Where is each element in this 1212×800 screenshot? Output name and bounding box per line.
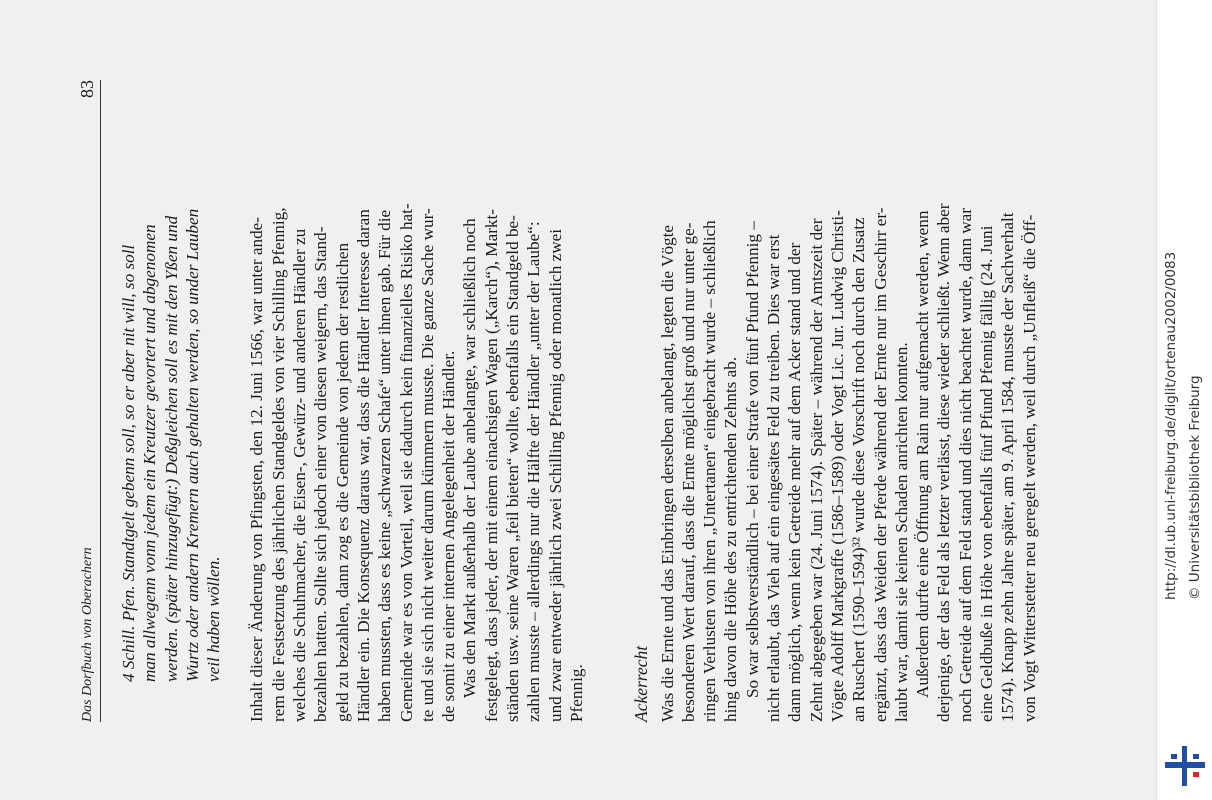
text-line: de somit zu einer internen Angelegenheit der Händler. bbox=[439, 350, 459, 722]
quote-line: 4 Schill. Pfen. Standtgelt gebenn soll, so er aber nit will, so soll bbox=[119, 244, 138, 682]
library-logo-icon bbox=[1163, 742, 1207, 788]
text-line: besonderen Wert darauf, dass die Ernte möglichst groß und nur unter ge- bbox=[678, 222, 698, 722]
paragraph-1 bbox=[246, 80, 459, 722]
text-line: geld zu bezahlen, dann zog es die Gemeinde von jedem der restlichen bbox=[332, 242, 352, 722]
text-line: haben mussten, dass es keine „schwarzen Schafe“ unter ihnen gab. Für die bbox=[375, 209, 395, 722]
quote-line: werden. (später hinzugefügt:) Deßgleichen soll es mit den Yßen und bbox=[161, 215, 181, 682]
text-line: Pfennig. bbox=[566, 664, 586, 722]
section-heading: Ackerrecht bbox=[631, 645, 652, 722]
text-line: derjenige, der das Feld als letzter verlässt, diese wieder schließt. Wenn aber bbox=[934, 203, 954, 722]
text-line: ständen usw. seine Waren „feil bieten“ wollte, ebenfalls ein Standgeld be- bbox=[503, 215, 523, 722]
page-number: 83 bbox=[77, 80, 97, 98]
text-line: zahlen musste – allerdings nur die Hälfte der Händler „unter der Laube“: bbox=[524, 221, 544, 722]
historical-quote bbox=[118, 80, 224, 722]
text-line: Gemeinde war es von Vorteil, weil sie dadurch kein finanzielles Risiko hat- bbox=[396, 203, 416, 722]
running-title: Das Dorfbuch von Oberachern bbox=[80, 547, 95, 722]
text-line: Händler ein. Die Konsequenz daraus war, dass die Händler Interesse daran bbox=[353, 209, 373, 722]
text-line: Vögte Adolff Markgraffe (1586–1589) oder Vogt Lic. Jur. Ludwig Christi- bbox=[827, 210, 847, 722]
page-header bbox=[70, 80, 101, 722]
text-line: von Vogt Witterstetter neu geregelt werden, weil durch „Unfleiß“ die Öff- bbox=[1019, 214, 1039, 722]
library-credits bbox=[1157, 0, 1212, 800]
paragraph-2 bbox=[459, 80, 587, 722]
text-line: ringen Verlusten von ihren „Untertanen“ eingebracht wurde – schließlich bbox=[700, 220, 720, 722]
text-line: Was die Ernte und das Einbringen derselben anbelangt, legten die Vögte bbox=[657, 224, 677, 722]
paragraph-4 bbox=[742, 80, 912, 722]
text-line: Zehnt abgegeben war (24. Juni 1574). Später – während der Amtszeit der bbox=[806, 218, 826, 722]
copyright-notice: © Universitätsbibliothek Freiburg bbox=[1187, 375, 1203, 600]
paragraph-5 bbox=[912, 80, 1040, 722]
text-line: festgelegt, dass jeder, der mit einem einachsigen Wagen („Karch“), Markt- bbox=[481, 208, 501, 722]
text-line: noch Getreide auf dem Feld stand und dies nicht beachtet wurde, dann war bbox=[955, 207, 975, 722]
paragraph-3 bbox=[657, 80, 742, 722]
permalink[interactable]: http://dl.ub.uni-freiburg.de/diglit/ortenau2002/0083 bbox=[1163, 251, 1179, 600]
text-line: und zwar entweder jährlich zwei Schilling Pfennig oder monatlich zwei bbox=[545, 228, 565, 722]
text-line: eine Geldbuße in Höhe von ebenfalls fünf Pfund Pfennig fällig (24. Juni bbox=[976, 225, 996, 722]
text-line: So war selbstverständlich – bei einer Strafe von fünf Pfund Pfennig – bbox=[742, 221, 762, 698]
quote-line: veil haben wöllen. bbox=[204, 556, 224, 682]
text-line: dann möglich, wenn kein Getreide mehr auf dem Acker stand und der bbox=[785, 242, 805, 722]
text-line: hing davon die Höhe des zu entrichtenden Zehnts ab. bbox=[721, 356, 741, 722]
text-line: bezahlen hatten. Sollte sich jedoch einer von diesen weigern, das Stand- bbox=[311, 226, 331, 722]
text-line: rem die Festsetzung des jährlichen Standgeldes von vier Schilling Pfennig, bbox=[268, 207, 288, 722]
text-line: Was den Markt außerhalb der Laube anbelangte, war schließlich noch bbox=[460, 218, 480, 698]
body-text bbox=[108, 80, 1040, 722]
text-line: te und sie sich nicht weiter darum kümmern musste. Die ganze Sache wur- bbox=[417, 208, 437, 722]
text-line: welches die Schuhmacher, die Eisen-, Gewürz- und anderen Händler zu bbox=[290, 228, 310, 722]
text-line: ergänzt, dass das Weiden der Pferde während der Ernte nur im Geschirr er- bbox=[870, 207, 890, 722]
text-line: an Ruschert (1590–1594)³² wurde diese Vorschrift noch durch den Zusatz bbox=[849, 217, 869, 722]
text-line: 1574). Knapp zehn Jahre später, am 9. April 1584, musste der Sachverhalt bbox=[998, 212, 1018, 722]
quote-line: Wurtz oder andern Kremern auch gehalten werden, so under Lauben bbox=[182, 208, 202, 682]
text-line: Inhalt dieser Änderung von Pfingsten, den 12. Juni 1566, war unter ande- bbox=[247, 216, 267, 722]
quote-line: man allwegenn vonn jedem ein Kreutzer gevortert und abgenomen bbox=[140, 224, 160, 682]
text-line: laubt war, damit sie keinen Schaden anrichten konnten. bbox=[891, 342, 911, 722]
text-line: Außerdem durfte eine Öffnung am Rain nur aufgemacht werden, wenn bbox=[913, 210, 933, 698]
text-line: nicht erlaubt, das Vieh auf ein eingesätes Feld zu treiben. Dies war erst bbox=[764, 234, 784, 722]
